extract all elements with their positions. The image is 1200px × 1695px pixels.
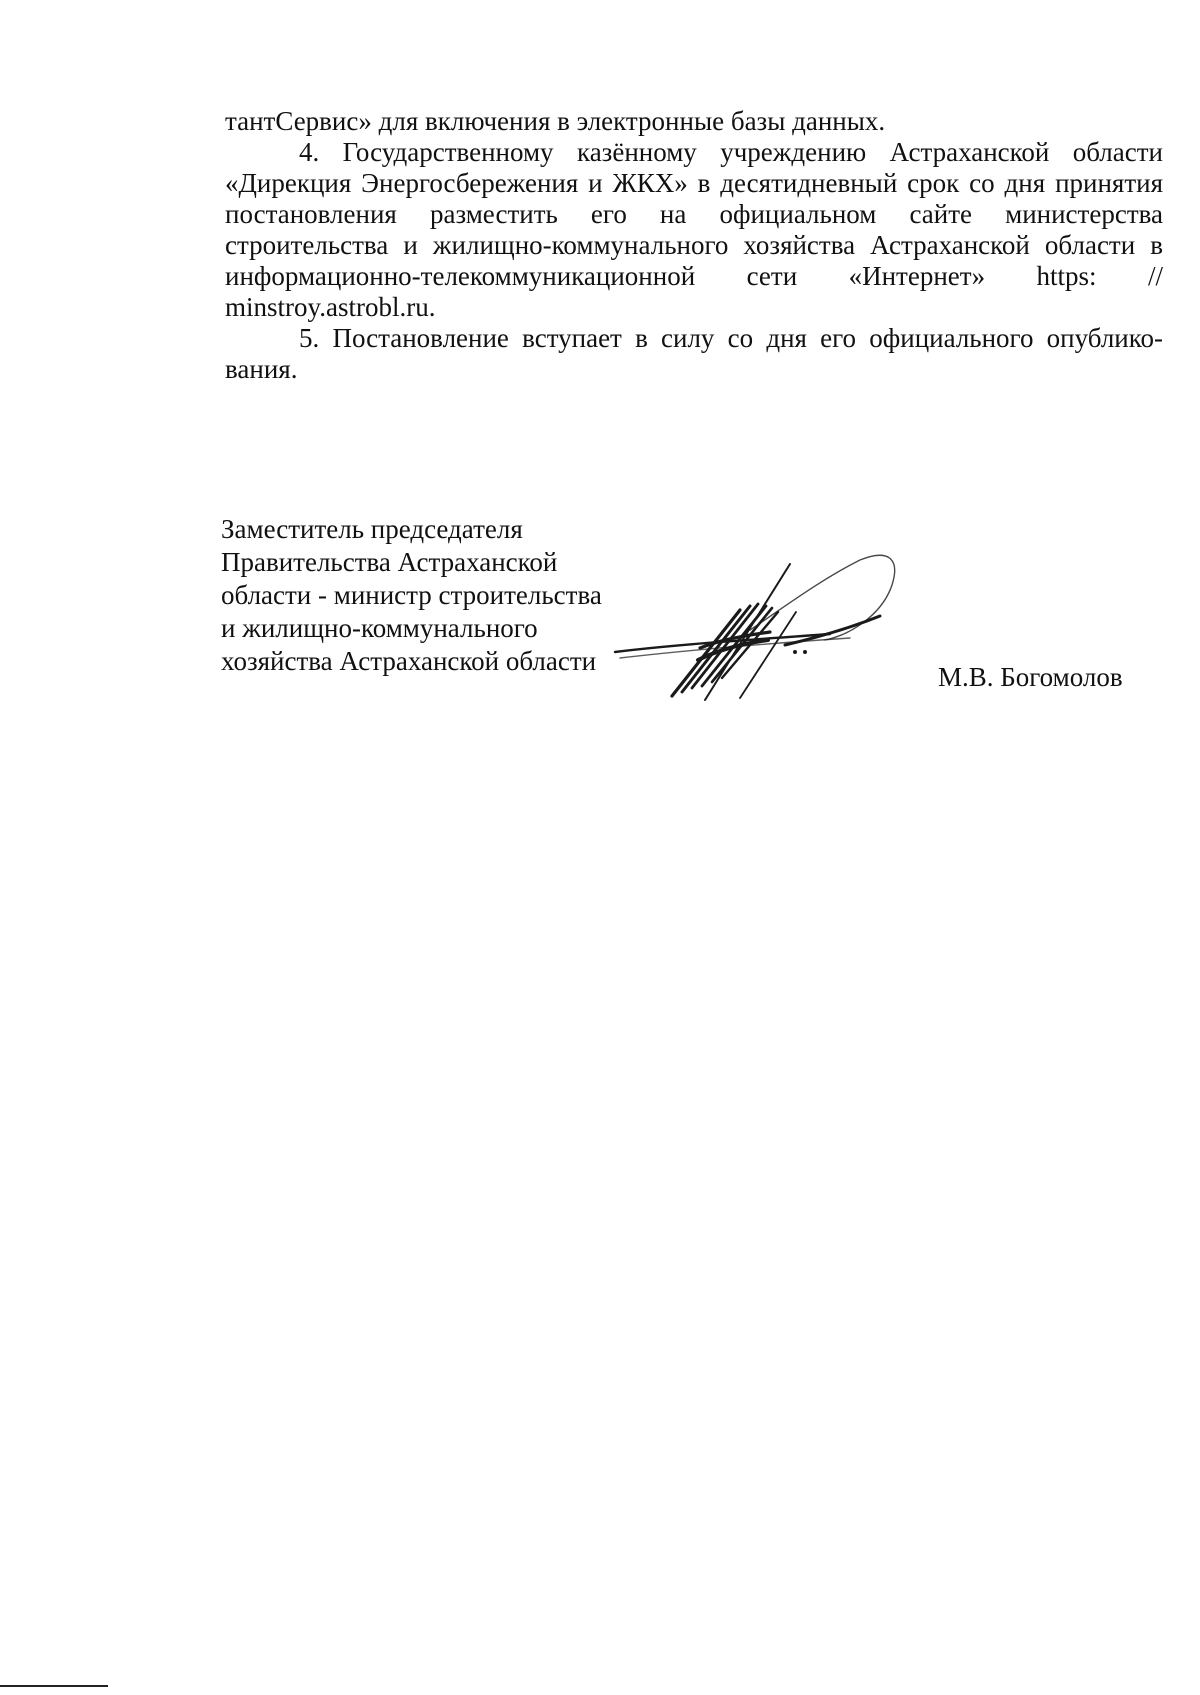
paragraph-continuation: тантСервис» для включения в электронные базы данных. bbox=[225, 106, 886, 136]
footer-divider bbox=[0, 1685, 108, 1687]
signatory-title-line: и жилищно-коммунального bbox=[221, 613, 538, 643]
signatory-title-line: Правительства Астраханской bbox=[221, 547, 558, 577]
signatory-title-line: хозяйства Астраханской области bbox=[221, 646, 597, 676]
paragraph-item-5: 5. Постановление вступает в силу со дня его официального опублико-вания. bbox=[225, 323, 1163, 384]
signatory-title-line: Заместитель председателя bbox=[221, 514, 523, 544]
handwritten-signature bbox=[600, 540, 980, 720]
paragraph-item-4: 4. Государственному казённому учреждению Астраханской области «Дирекция Энергосбережения и ЖКХ» в десятидневный срок со дня принятия постановления разместить его на официальном сайте министерства строительства и жилищно-коммунального хозяйства Астраханской области в информационно-телекоммуникационной сети «Интернет» https: // minstroy.astrobl.ru. bbox=[225, 137, 1163, 322]
signatory-title-line: области - министр строительства bbox=[221, 580, 602, 610]
document-body bbox=[225, 106, 1163, 385]
signatory-title-block bbox=[221, 513, 641, 678]
signer-name: М.В. Богомолов bbox=[938, 662, 1123, 692]
